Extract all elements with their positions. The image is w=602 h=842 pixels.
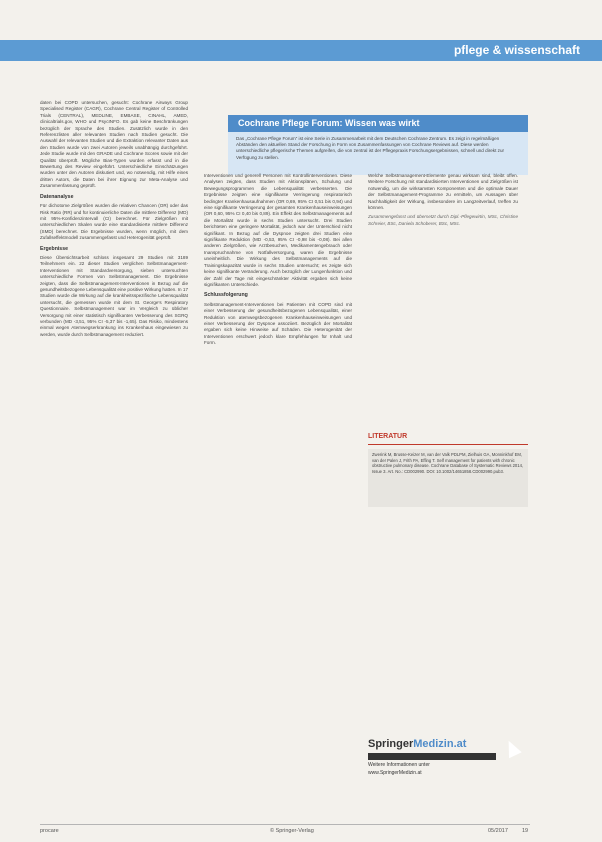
footer-publisher: © Springer-Verlag <box>270 828 314 834</box>
box-body: Das „Cochrane Pflege Forum“ ist eine Serie in Zusammenarbeit mit dem Deutschen Cochrane Zentrum. Es zeigt in regelmäßigen Abständen den aktuellen Stand der Forschung in Form von Zusammenfassungen von Cochrane Reviews auf. Diese werden unterschiedliche pflegerische Themen aufgreifen, die von zentral ist der Pflegepraxis Forschungsergebnissen, schnell und direkt zur Verfügung zu stellen. <box>228 132 528 175</box>
footer-issue: 05/2017 <box>488 828 508 834</box>
box-title: Cochrane Pflege Forum: Wissen was wirkt <box>228 115 528 132</box>
heading-schlussfolgerung: Schlussfolgerung <box>204 292 248 299</box>
heading-datenanalyse: Datenanalyse <box>40 193 74 200</box>
author-credit: Zusammengefasst und übersetzt durch Dipl.-Pflegewirtin, MSc, Christine Schreier, BSc, Daniela Schoberer, BSc, MSc. <box>368 214 518 226</box>
column-2 <box>204 173 352 786</box>
col1-paragraph: daten bei COPD untersuchen, gesucht: Cochrane Airways Group Specialised Register (CAGR), Cochrane Central Register of Controlled Trials (CENTRAL), MEDLINE, EMBASE, CINAHL, AMED, clinicaltrials.gov, WHO und PsycINFO. Es gab keine Beschränkungen bezüglich der Sprache des Studien. Zusätzlich wurde in den Referenzlisten aller relevanten Studien nach Studien gesucht. Die Auswahl der relevanten Studien und die Extraktion relevanter Daten aus den Studien wurde von zwei Autoren jeweils unabhängig durchgeführt. Jede Studie wurde mit den GRADE und Cochrane Scores sowie mit der Qualität überprüft. Mögliche Bias-Typen wurden erfasst und in die Bewertung des Review eingeführt. Unterschiedliche Einschätzungen wurden unter den Autoren diskutiert und, wo notwendig, mit Hilfe eines dritten Autors, die Daten bei ihrer Eignung zur Meta-Analyse und Zusammenfassung geprüft. <box>40 100 188 189</box>
col2-paragraph-2: Selbstmanagement-Interventionen bei Patienten mit COPD sind mit einer Verbesserung der gesundheitsbezogenen Lebensqualität, einer Reduktion von atemwegsbezogenen Krankenhauseinweisungen und einer Verbesserung der Dyspnoe assoziiert. Bezüglich der Mortalität ergaben sich keine Hinweise auf Schäden. Die Heterogenität der Interventionen erschwert jedoch klare Empfehlungen für Inhalt und Form. <box>204 301 352 346</box>
literature-reference: Zwerink M, Brusse-Keizer M, van der Valk PDLPM, Zielhuis GA, Monninkhof EM, van der Palen J, Frith PA, Effing T. Self management for patients with chronic obstructive pulmonary disease. Cochrane Database of Systematic Reviews 2014, Issue 3. Art. No.: CD002990. DOI: 10.1002/14651858.CD002990.pub3. <box>368 449 528 507</box>
footer-rule <box>40 824 530 825</box>
footer-page-number: 19 <box>522 828 529 834</box>
section-header-bar <box>0 40 602 61</box>
ad-url[interactable]: www.SpringerMedizin.at <box>368 770 422 776</box>
heading-ergebnisse: Ergebnisse <box>40 245 68 252</box>
footer-journal: procare <box>40 828 59 834</box>
springer-logo: SpringerMedizin.at <box>368 738 467 750</box>
col1-paragraph-2: Für dichotome Zielgrößen wurden die relativen Chancen (OR) oder das Risk Ratio (RR) und für kontinuierliche Daten die mittlere Differenz (MD) mit 95%-Konfidenzintervall (CI) berechnet. Für Zielgrößen mit unterschiedlichen Skalen wurde eine standardisierte mittlere Differenz (SMD) berechnet. Die Ergebnisse wurden, wenn möglich, mit dem Zufallseffektmodell zusammengefasst und Heterogenität geprüft. <box>40 203 188 241</box>
cochrane-info-box <box>228 115 528 175</box>
col2-paragraph: Interventionen und generell Personen mit Kontrollinterventionen. Diese Analysen zeigten, dass Studien mit Aktionsplänen, Schulung und Bewegungsprogrammen die Lebensqualität verbesserten. Die Ergebnisse zeigten eine signifikante Verringerung respiratorisch bedingter Krankenhausaufnahmen (OR 0,69, 95% CI 0,51 bis 0,94) und eine signifikante Verringerung der gesamten Krankenhauseinweisungen (OR 0,60, 95% CI 0,40 bis 0,89). Ein Effekt des Selbstmanagements auf die Mortalität wurde in sechs Studien untersucht. Drei Studien berichteten eine geringere Mortalität, jedoch war der Unterschied nicht signifikant. In Bezug auf die Dyspnoe zeigten drei Studien eine signifikante Reduktion (MD -0,53, 95% CI -0,98 bis -0,08). Bei allen anderen Zielgrößen, wie Arztbesuchen, Medikamentengebrauch oder Inanspruchnahme von Notfallversorgung, waren die Ergebnisse uneinheitlich. Die Wirkung des Selbstmanagements auf die Trainingskapazität wurde in sechs Studien untersucht; es zeigte sich keine signifikante Veränderung. Auch bezüglich der Lungenfunktion und der Zahl der Tage mit eingeschränkter Aktivität ergaben sich keine signifikanten Unterschiede. <box>204 173 352 287</box>
literature-divider <box>368 444 528 445</box>
logo-underline-bar <box>368 753 496 760</box>
literature-heading: LITERATUR <box>368 433 408 440</box>
ad-subline: Weitere Informationen unter <box>368 762 430 768</box>
column-1 <box>40 100 188 786</box>
section-title: pflege & wissenschaft <box>453 43 580 57</box>
col3-paragraph: Welche Selbstmanagement-Elemente genau wirksam sind, bleibt offen. Weitere Forschung mit standardisierten Interventionen und Zielgrößen ist notwendig, um die wirksamsten Komponenten und die optimale Dauer der Selbstmanagement-Programme zu ermitteln, um Aussagen über Nachhaltigkeit der Wirkung, insbesondere im Langzeitverlauf, treffen zu können. <box>368 173 518 211</box>
col1-paragraph-3: Diese Übersichtsarbeit schloss insgesamt 29 Studien mit 3189 Teilnehmern ein. 22 dieser Studien verglichen Selbstmanagement-Interventionen mit Standardversorgung, sieben untersuchten unterschiedliche Formen von Selbstmanagement. Die Ergebnisse zeigten, dass die Selbstmanagement-Interventionen in Bezug auf die gesundheitsbezogene Lebensqualität eine positive Wirkung hatten. In 17 Studien wurde die Wirkung auf die krankheitsspezifische Lebensqualität untersucht, die gemessen wurde mit dem St. George's Respiratory Questionnaire. Selbstmanagement war im Vergleich zu üblicher Versorgung mit einer statistisch signifikanten Verbesserung des SGRQ verbunden (MD -3,51, 95% CI -5,37 bis -1,65). Das Risiko, mindestens einmal wegen Atemwegserkrankung ins Krankenhaus eingewiesen zu werden, wurde durch Selbstmanagement reduziert. <box>40 254 188 337</box>
